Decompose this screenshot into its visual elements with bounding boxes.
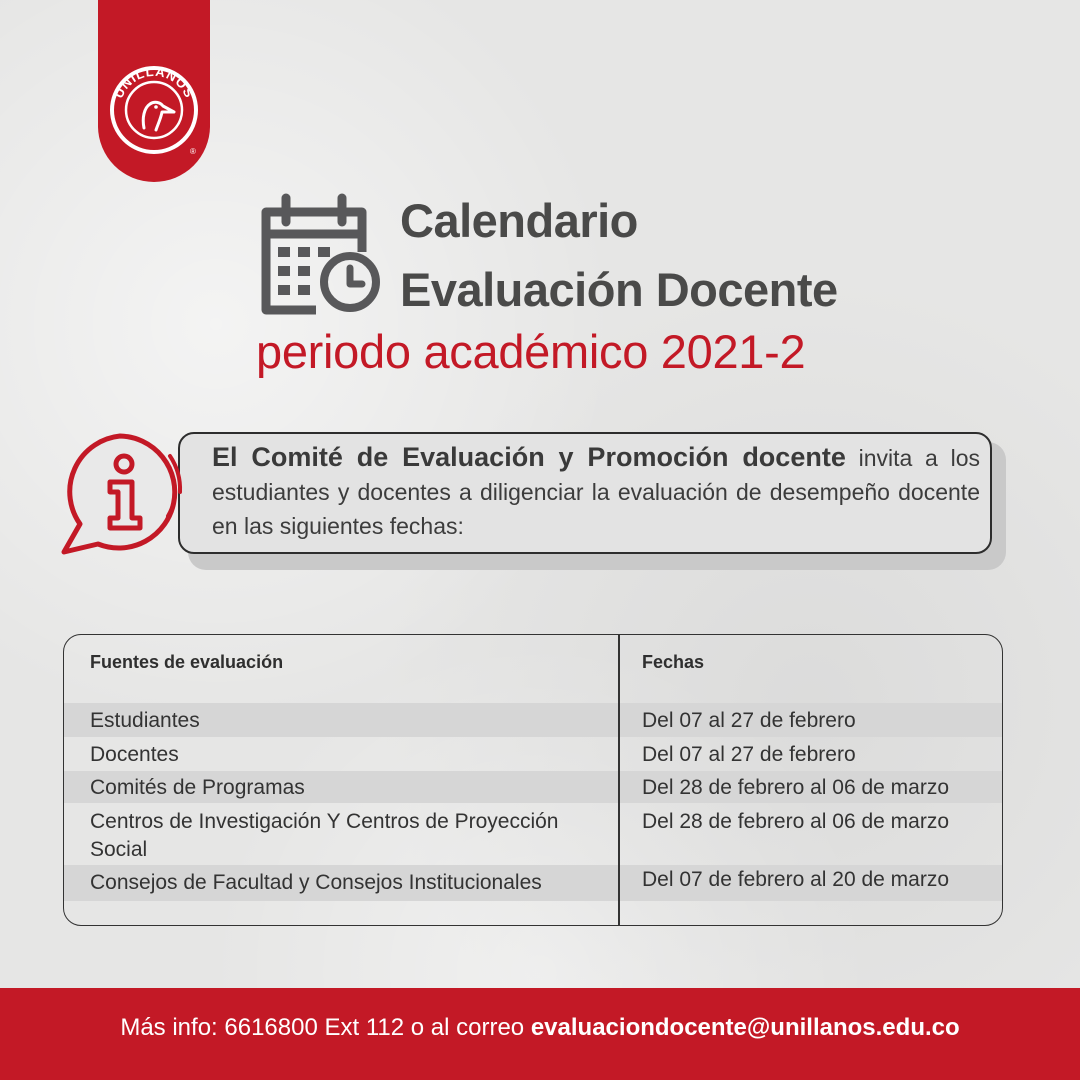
unillanos-logo xyxy=(106,62,202,158)
table-header-source: Fuentes de evaluación xyxy=(90,652,284,672)
table-cell-source: Estudiantes xyxy=(90,709,200,732)
footer-contact xyxy=(0,1014,1080,1042)
page-subtitle: periodo académico 2021-2 xyxy=(256,325,806,378)
column-divider xyxy=(618,635,620,925)
table-cell-dates: Del 07 al 27 de febrero xyxy=(642,743,856,766)
table-cell-dates: Del 07 de febrero al 20 de marzo xyxy=(642,868,950,891)
table-header-dates: Fechas xyxy=(642,652,705,672)
page-title-line1: Calendario xyxy=(400,194,638,247)
info-body: invita a los estudiantes y docentes a diligenciar la evaluación de desempeño docente en las siguientes fechas: xyxy=(212,445,980,539)
footer-email-link[interactable]: evaluaciondocente@unillanos.edu.co xyxy=(530,1014,960,1041)
info-bubble-icon xyxy=(58,428,194,565)
svg-text:®: ® xyxy=(190,147,196,156)
logo-tab xyxy=(98,0,210,182)
table-cell-dates: Del 07 al 27 de febrero xyxy=(642,709,856,732)
table-cell-source: Centros de Investigación Y Centros de Proyección xyxy=(90,810,559,833)
info-lead: El Comité de Evaluación y Promoción docente xyxy=(212,442,846,472)
table-cell-source: Docentes xyxy=(90,743,179,766)
svg-text:UNILLANOS: UNILLANOS xyxy=(110,63,198,101)
info-text xyxy=(212,440,980,543)
calendar-clock-icon xyxy=(258,192,386,325)
footer-bar xyxy=(0,988,1080,1080)
table-cell-source-cont: Social xyxy=(90,838,148,861)
table-cell-source: Comités de Programas xyxy=(90,776,305,799)
table-cell-dates: Del 28 de febrero al 06 de marzo xyxy=(642,810,950,833)
page-title-line2: Evaluación Docente xyxy=(400,263,838,316)
table-cell-source: Consejos de Facultad y Consejos Institucionales xyxy=(90,871,542,894)
table-cell-dates: Del 28 de febrero al 06 de marzo xyxy=(642,776,950,799)
footer-prefix: Más info: 6616800 Ext 112 o al correo xyxy=(120,1014,531,1041)
evaluation-table xyxy=(63,634,1003,926)
table-row-shade xyxy=(64,703,1002,737)
